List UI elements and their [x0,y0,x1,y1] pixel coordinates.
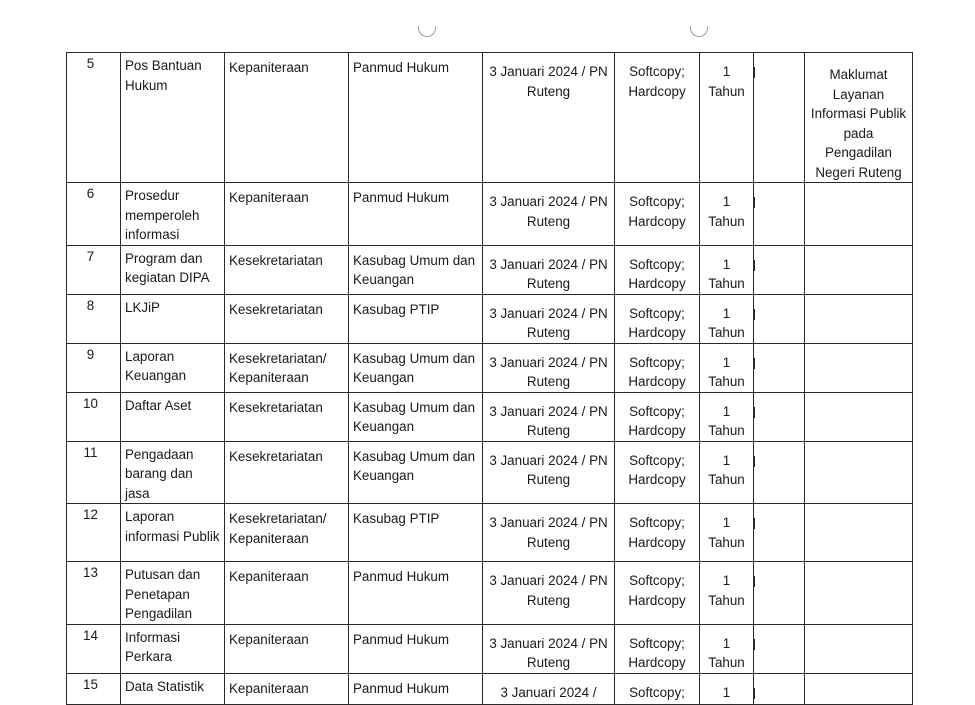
responsible-official: Panmud Hukum [349,183,483,246]
dash-cell [754,441,805,504]
information-name: Putusan dan Penetapan Pengadilan [121,562,225,625]
information-format: Softcopy; [615,673,700,705]
responsible-official: Kasubag Umum dan Keuangan [349,441,483,504]
punch-hole-left [418,26,436,37]
row-number: 8 [67,294,121,343]
note-cell [805,673,913,705]
information-name: Pos Bantuan Hukum [121,53,225,183]
information-name: LKJiP [121,294,225,343]
date-location: 3 Januari 2024 / PN Ruteng [483,53,615,183]
responsible-official: Kasubag PTIP [349,294,483,343]
responsible-unit: Kepaniteraan [225,183,349,246]
retention-period: 1 Tahun [700,504,754,562]
dash-cell [754,294,805,343]
retention-period: 1 Tahun [700,53,754,183]
note-cell [805,183,913,246]
dash-mark [754,407,755,418]
table-row [67,294,913,343]
responsible-unit: Kepaniteraan [225,53,349,183]
information-format: Softcopy; Hardcopy [615,183,700,246]
note-cell [805,504,913,562]
dash-mark [754,260,755,271]
dash-cell [754,562,805,625]
responsible-official: Kasubag PTIP [349,504,483,562]
information-list-table [66,52,913,705]
dash-mark [754,639,755,650]
row-number: 5 [67,53,121,183]
date-location: 3 Januari 2024 / PN Ruteng [483,343,615,392]
row-number: 10 [67,392,121,441]
responsible-unit: Kepaniteraan [225,624,349,673]
information-name: Prosedur memperoleh informasi [121,183,225,246]
note-cell [805,245,913,294]
information-name: Laporan informasi Publik [121,504,225,562]
row-number: 13 [67,562,121,625]
note-cell: Maklumat Layanan Informasi Publik pada Pengadilan Negeri Ruteng [805,53,913,183]
dash-cell [754,673,805,705]
table-row [67,392,913,441]
note-cell [805,441,913,504]
information-name: Pengadaan barang dan jasa [121,441,225,504]
retention-period: 1 Tahun [700,343,754,392]
information-format: Softcopy; Hardcopy [615,504,700,562]
table-row [67,183,913,246]
date-location: 3 Januari 2024 / PN Ruteng [483,392,615,441]
note-cell [805,343,913,392]
information-format: Softcopy; Hardcopy [615,562,700,625]
responsible-official: Panmud Hukum [349,624,483,673]
punch-hole-right [690,26,708,37]
information-format: Softcopy; Hardcopy [615,441,700,504]
table-row [67,504,913,562]
note-cell [805,294,913,343]
date-location: 3 Januari 2024 / PN Ruteng [483,624,615,673]
responsible-unit: Kesekretariatan [225,245,349,294]
dash-cell [754,343,805,392]
row-number: 11 [67,441,121,504]
responsible-unit: Kesekretariatan [225,441,349,504]
table-row [67,245,913,294]
dash-cell [754,504,805,562]
date-location: 3 Januari 2024 / [483,673,615,705]
information-format: Softcopy; Hardcopy [615,294,700,343]
information-format: Softcopy; Hardcopy [615,343,700,392]
responsible-official: Panmud Hukum [349,562,483,625]
dash-cell [754,183,805,246]
retention-period: 1 Tahun [700,183,754,246]
date-location: 3 Januari 2024 / PN Ruteng [483,245,615,294]
note-cell [805,624,913,673]
responsible-official: Panmud Hukum [349,53,483,183]
information-name: Daftar Aset [121,392,225,441]
row-number: 14 [67,624,121,673]
table-row [67,441,913,504]
retention-period: 1 Tahun [700,441,754,504]
dash-cell [754,624,805,673]
dash-mark [754,309,755,320]
retention-period: 1 Tahun [700,392,754,441]
responsible-unit: Kepaniteraan [225,562,349,625]
dash-cell [754,53,805,183]
table-row [67,624,913,673]
retention-period: 1 Tahun [700,294,754,343]
responsible-official: Kasubag Umum dan Keuangan [349,343,483,392]
retention-period: 1 Tahun [700,562,754,625]
responsible-unit: Kesekretariatan [225,392,349,441]
row-number: 6 [67,183,121,246]
dash-mark [754,518,755,529]
retention-period: 1 [700,673,754,705]
row-number: 15 [67,673,121,705]
dash-mark [754,576,755,587]
table-row [67,673,913,705]
retention-period: 1 Tahun [700,624,754,673]
table-row [67,562,913,625]
dash-cell [754,245,805,294]
responsible-official: Panmud Hukum [349,673,483,705]
date-location: 3 Januari 2024 / PN Ruteng [483,504,615,562]
responsible-unit: Kepaniteraan [225,673,349,705]
responsible-official: Kasubag Umum dan Keuangan [349,245,483,294]
table-row [67,53,913,183]
information-format: Softcopy; Hardcopy [615,245,700,294]
dash-mark [754,456,755,467]
row-number: 12 [67,504,121,562]
dash-mark [754,688,755,699]
date-location: 3 Januari 2024 / PN Ruteng [483,294,615,343]
responsible-official: Kasubag Umum dan Keuangan [349,392,483,441]
responsible-unit: Kesekretariatan/ Kepaniteraan [225,504,349,562]
responsible-unit: Kesekretariatan/ Kepaniteraan [225,343,349,392]
information-name: Laporan Keuangan [121,343,225,392]
dash-cell [754,392,805,441]
information-name: Program dan kegiatan DIPA [121,245,225,294]
information-format: Softcopy; Hardcopy [615,392,700,441]
row-number: 9 [67,343,121,392]
information-name: Data Statistik [121,673,225,705]
dash-mark [754,67,755,78]
date-location: 3 Januari 2024 / PN Ruteng [483,441,615,504]
dash-mark [754,358,755,369]
information-format: Softcopy; Hardcopy [615,53,700,183]
date-location: 3 Januari 2024 / PN Ruteng [483,183,615,246]
retention-period: 1 Tahun [700,245,754,294]
note-cell [805,392,913,441]
dash-mark [754,197,755,208]
row-number: 7 [67,245,121,294]
information-format: Softcopy; Hardcopy [615,624,700,673]
responsible-unit: Kesekretariatan [225,294,349,343]
table-row [67,343,913,392]
note-cell [805,562,913,625]
date-location: 3 Januari 2024 / PN Ruteng [483,562,615,625]
information-name: Informasi Perkara [121,624,225,673]
table-body [67,53,913,705]
